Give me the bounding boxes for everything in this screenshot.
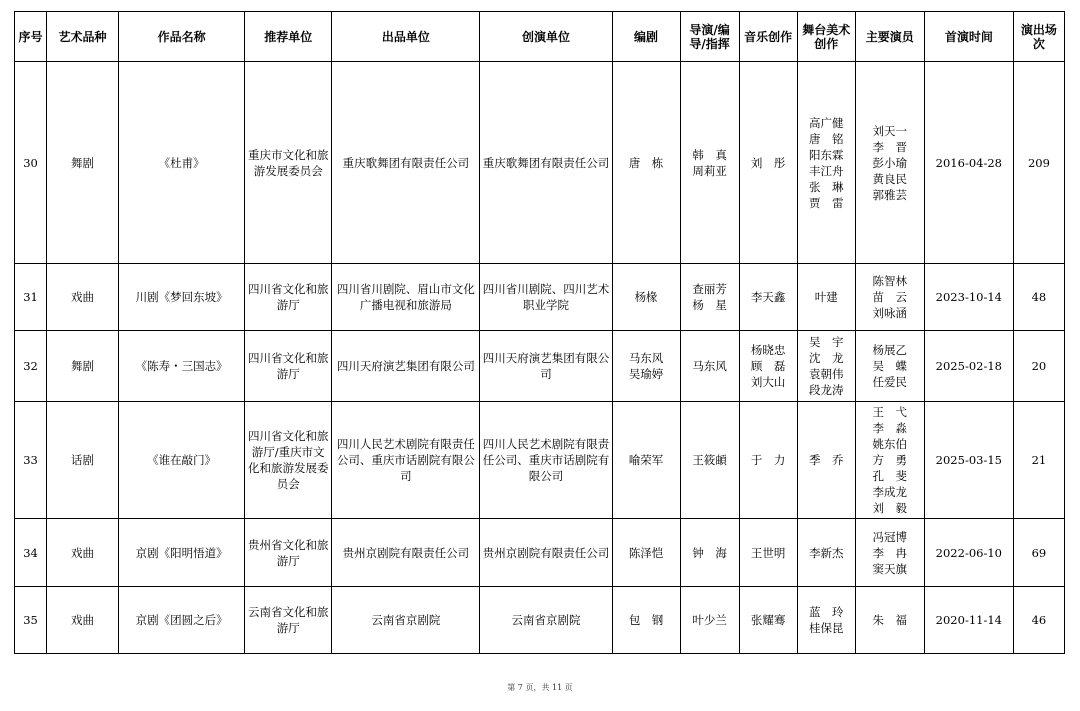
header-no: 序号 — [15, 12, 47, 62]
table-row — [15, 402, 1065, 519]
cell-producer: 重庆歌舞团有限责任公司 — [332, 62, 480, 264]
cell-actors-line: 刘咏涵 — [872, 306, 908, 320]
cell-actors-line: 李 冉 — [872, 545, 908, 560]
header-premiere: 首演时间 — [924, 12, 1013, 62]
cell-premiere: 2016-04-28 — [924, 62, 1013, 264]
cell-actors-line: 李成龙 — [872, 485, 908, 499]
cell-music — [739, 402, 797, 519]
cell-stage-art — [797, 264, 855, 331]
cell-producer: 四川人民艺术剧院有限责任公司、重庆市话剧院有限公司 — [332, 402, 480, 519]
cell-actors-line: 郭雅芸 — [872, 187, 908, 202]
cell-title: 《陈寿・三国志》 — [119, 331, 245, 402]
cell-recommender: 四川省文化和旅游厅/重庆市文化和旅游发展委员会 — [245, 402, 332, 519]
cell-actors-line: 任爱民 — [872, 375, 908, 389]
cell-director-line: 查丽芳 — [692, 282, 727, 296]
cell-genre: 舞剧 — [47, 62, 119, 264]
cell-genre: 舞剧 — [47, 331, 119, 402]
cell-title: 京剧《团圆之后》 — [119, 587, 245, 654]
cell-actors — [855, 62, 924, 264]
works-table — [14, 11, 1065, 654]
cell-music — [739, 331, 797, 402]
cell-music-line: 张耀骞 — [750, 613, 786, 627]
cell-stage-art-line: 唐 铭 — [808, 131, 844, 146]
cell-stage-art-line: 丰江舟 — [808, 163, 844, 178]
cell-music-line: 顾 磊 — [750, 359, 786, 373]
header-title: 作品名称 — [119, 12, 245, 62]
cell-music — [739, 587, 797, 654]
cell-no: 31 — [15, 264, 47, 331]
cell-stage-art-line: 桂保昆 — [808, 621, 844, 635]
cell-stage-art-line: 吴 宇 — [808, 335, 844, 349]
cell-music-line: 于 力 — [750, 453, 786, 467]
cell-actors-line: 吴 蝶 — [872, 359, 908, 373]
cell-director-line: 周莉亚 — [692, 163, 727, 178]
cell-director — [680, 519, 739, 587]
cell-stage-art-line: 张 琳 — [808, 179, 844, 194]
header-stage-art: 舞台美术创作 — [797, 12, 855, 62]
cell-writer-line: 吴瑜婷 — [628, 367, 664, 381]
cell-actors-line: 彭小瑜 — [872, 155, 908, 170]
header-creator: 创演单位 — [480, 12, 612, 62]
cell-creator: 四川省川剧院、四川艺术职业学院 — [480, 264, 612, 331]
cell-shows: 20 — [1013, 331, 1064, 402]
cell-writer — [612, 264, 680, 331]
cell-recommender: 重庆市文化和旅游发展委员会 — [245, 62, 332, 264]
cell-writer — [612, 519, 680, 587]
header-actors: 主要演员 — [855, 12, 924, 62]
cell-no: 30 — [15, 62, 47, 264]
cell-stage-art-line: 高广健 — [808, 115, 844, 130]
cell-music — [739, 264, 797, 331]
cell-actors-line: 李 晋 — [872, 139, 908, 154]
cell-writer-line: 包 钢 — [628, 613, 664, 627]
cell-premiere: 2020-11-14 — [924, 587, 1013, 654]
cell-no: 35 — [15, 587, 47, 654]
cell-genre: 话剧 — [47, 402, 119, 519]
cell-stage-art-line: 季 乔 — [808, 453, 844, 467]
cell-premiere: 2023-10-14 — [924, 264, 1013, 331]
cell-music-line: 刘大山 — [750, 375, 786, 389]
cell-stage-art-line: 贾 雷 — [808, 195, 844, 210]
cell-director-line: 马东风 — [692, 359, 727, 373]
cell-stage-art-line: 李新杰 — [808, 545, 844, 560]
cell-writer-line: 马东风 — [628, 351, 664, 365]
cell-actors — [855, 264, 924, 331]
cell-director — [680, 331, 739, 402]
cell-actors-line: 朱 福 — [872, 613, 908, 627]
cell-genre: 戏曲 — [47, 519, 119, 587]
cell-stage-art-line: 段龙涛 — [808, 383, 844, 397]
cell-director — [680, 402, 739, 519]
cell-stage-art-line: 叶建 — [814, 290, 838, 304]
cell-writer — [612, 402, 680, 519]
cell-shows: 209 — [1013, 62, 1064, 264]
table-row — [15, 587, 1065, 654]
cell-stage-art — [797, 519, 855, 587]
cell-writer-line: 唐 栋 — [628, 155, 664, 170]
cell-premiere: 2025-02-18 — [924, 331, 1013, 402]
cell-producer: 贵州京剧院有限责任公司 — [332, 519, 480, 587]
cell-title: 京剧《阳明悟道》 — [119, 519, 245, 587]
cell-actors-line: 冯冠博 — [872, 529, 908, 544]
cell-writer — [612, 331, 680, 402]
cell-actors — [855, 331, 924, 402]
cell-music-line: 王世明 — [750, 545, 786, 560]
cell-actors-line: 黄良民 — [872, 171, 908, 186]
table-row — [15, 331, 1065, 402]
cell-director-line: 韩 真 — [692, 147, 727, 162]
cell-recommender: 云南省文化和旅游厅 — [245, 587, 332, 654]
cell-director — [680, 587, 739, 654]
header-producer: 出品单位 — [332, 12, 480, 62]
cell-actors-line: 窦天旗 — [872, 561, 908, 576]
cell-genre: 戏曲 — [47, 587, 119, 654]
cell-director-line: 杨 星 — [692, 298, 727, 312]
header-genre: 艺术品种 — [47, 12, 119, 62]
cell-actors — [855, 587, 924, 654]
header-shows: 演出场次 — [1013, 12, 1064, 62]
cell-creator: 云南省京剧院 — [480, 587, 612, 654]
cell-stage-art — [797, 62, 855, 264]
cell-producer: 四川天府演艺集团有限公司 — [332, 331, 480, 402]
cell-stage-art-line: 沈 龙 — [808, 351, 844, 365]
cell-title: 川剧《梦回东坡》 — [119, 264, 245, 331]
cell-shows: 69 — [1013, 519, 1064, 587]
cell-writer — [612, 62, 680, 264]
cell-actors-line: 孔 斐 — [872, 469, 908, 483]
cell-stage-art-line: 蓝 玲 — [808, 605, 844, 619]
cell-director — [680, 264, 739, 331]
cell-director-line: 叶少兰 — [692, 613, 727, 627]
header-director: 导演/编导/指挥 — [680, 12, 739, 62]
cell-actors-line: 杨展乙 — [872, 343, 908, 357]
cell-director-line: 王筱頔 — [692, 453, 727, 467]
cell-creator: 贵州京剧院有限责任公司 — [480, 519, 612, 587]
table-row — [15, 264, 1065, 331]
table-row — [15, 62, 1065, 264]
cell-actors-line: 苗 云 — [872, 290, 908, 304]
table-row — [15, 519, 1065, 587]
cell-no: 34 — [15, 519, 47, 587]
cell-actors-line: 陈智林 — [872, 274, 908, 288]
cell-stage-art — [797, 587, 855, 654]
cell-director-line: 钟 海 — [692, 545, 727, 560]
header-recommender: 推荐单位 — [245, 12, 332, 62]
cell-title: 《谁在敲门》 — [119, 402, 245, 519]
cell-creator: 四川人民艺术剧院有限责任公司、重庆市话剧院有限公司 — [480, 402, 612, 519]
cell-creator: 四川天府演艺集团有限公司 — [480, 331, 612, 402]
cell-writer-line: 喻荣军 — [628, 453, 664, 467]
page-footer: 第 7 页，共 11 页 — [507, 683, 573, 692]
table-body — [15, 62, 1065, 654]
cell-no: 33 — [15, 402, 47, 519]
cell-shows: 48 — [1013, 264, 1064, 331]
cell-director — [680, 62, 739, 264]
cell-writer-line: 杨椽 — [634, 290, 658, 304]
cell-actors-line: 刘天一 — [872, 123, 908, 138]
cell-music-line: 刘 彤 — [750, 155, 786, 170]
cell-producer: 云南省京剧院 — [332, 587, 480, 654]
cell-actors — [855, 519, 924, 587]
cell-premiere: 2025-03-15 — [924, 402, 1013, 519]
cell-actors-line: 王 弋 — [872, 405, 908, 419]
cell-actors-line: 刘 毅 — [872, 501, 908, 515]
cell-producer: 四川省川剧院、眉山市文化广播电视和旅游局 — [332, 264, 480, 331]
cell-stage-art-line: 阳东霖 — [808, 147, 844, 162]
header-writer: 编剧 — [612, 12, 680, 62]
cell-actors-line: 李 淼 — [872, 421, 908, 435]
cell-music — [739, 62, 797, 264]
cell-stage-art — [797, 402, 855, 519]
cell-recommender: 贵州省文化和旅游厅 — [245, 519, 332, 587]
cell-stage-art — [797, 331, 855, 402]
cell-actors-line: 方 勇 — [872, 453, 908, 467]
header-music: 音乐创作 — [739, 12, 797, 62]
table-header-row — [15, 12, 1065, 62]
cell-no: 32 — [15, 331, 47, 402]
cell-title: 《杜甫》 — [119, 62, 245, 264]
cell-recommender: 四川省文化和旅游厅 — [245, 264, 332, 331]
cell-recommender: 四川省文化和旅游厅 — [245, 331, 332, 402]
cell-music — [739, 519, 797, 587]
cell-shows: 46 — [1013, 587, 1064, 654]
cell-genre: 戏曲 — [47, 264, 119, 331]
cell-stage-art-line: 袁朝伟 — [808, 367, 844, 381]
cell-shows: 21 — [1013, 402, 1064, 519]
cell-music-line: 杨晓忠 — [750, 343, 786, 357]
cell-writer-line: 陈泽恺 — [628, 545, 664, 560]
cell-actors — [855, 402, 924, 519]
cell-creator: 重庆歌舞团有限责任公司 — [480, 62, 612, 264]
cell-actors-line: 姚东伯 — [872, 437, 908, 451]
cell-writer — [612, 587, 680, 654]
cell-premiere: 2022-06-10 — [924, 519, 1013, 587]
cell-music-line: 李天鑫 — [750, 290, 786, 304]
